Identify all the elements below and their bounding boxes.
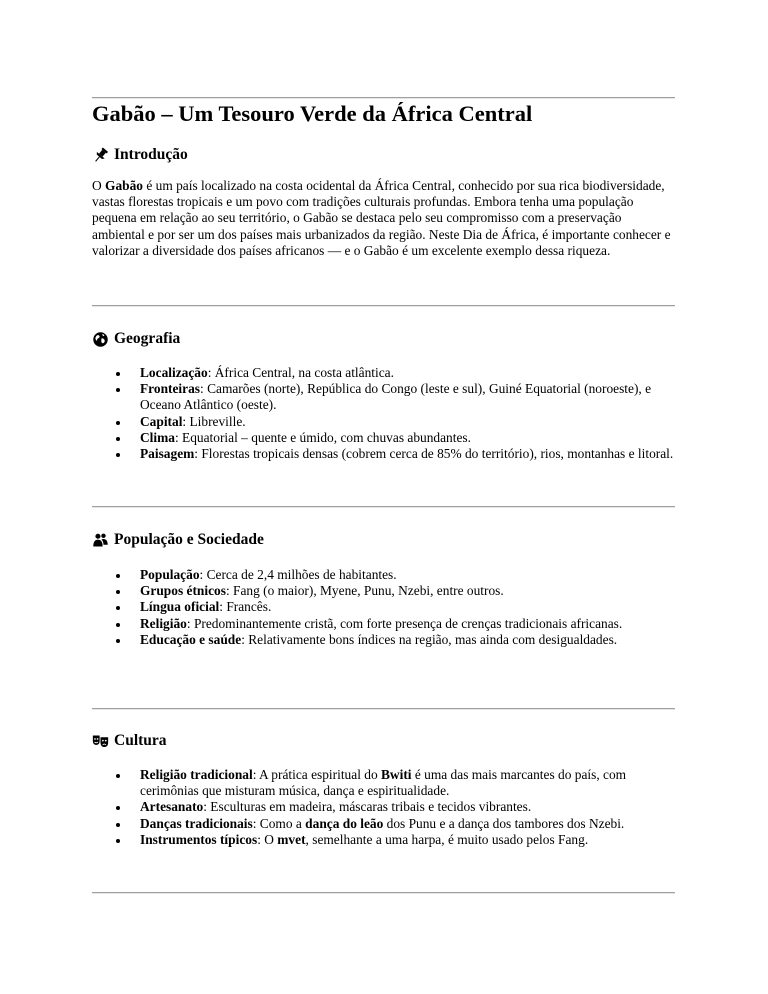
- divider-bottom: [92, 892, 675, 894]
- list-item: População: Cerca de 2,4 milhões de habitantes.: [92, 567, 675, 583]
- list-item: Instrumentos típicos: O mvet, semelhante a uma harpa, é muito usado pelos Fang.: [92, 832, 675, 848]
- list-item: Paisagem: Florestas tropicais densas (cobrem cerca de 85% do território), rios, montanhas e litoral.: [92, 446, 675, 462]
- section-heading-label: Geografia: [114, 330, 181, 347]
- section-heading-cultura: [92, 732, 167, 750]
- list-item: Localização: África Central, na costa atlântica.: [92, 365, 675, 381]
- geografia-list: [92, 365, 675, 462]
- list-item: Capital: Libreville.: [92, 414, 675, 430]
- section-heading-geografia: [92, 330, 180, 348]
- divider: [92, 506, 675, 508]
- globe-icon: [92, 331, 109, 348]
- intro-bold-gabao: Gabão: [105, 178, 143, 193]
- list-item: Artesanato: Esculturas em madeira, máscaras tribais e tecidos vibrantes.: [92, 799, 675, 815]
- list-item: Religião: Predominantemente cristã, com forte presença de crenças tradicionais africanas.: [92, 616, 675, 632]
- list-item: Educação e saúde: Relativamente bons índices na região, mas ainda com desigualdades.: [92, 632, 675, 648]
- list-item: Língua oficial: Francês.: [92, 599, 675, 615]
- divider: [92, 708, 675, 710]
- theater-masks-icon: [92, 733, 109, 750]
- people-icon: [92, 532, 109, 549]
- divider-top: [92, 97, 675, 99]
- pushpin-icon: [92, 147, 109, 164]
- section-heading-label: População e Sociedade: [114, 531, 264, 548]
- section-heading-label: Introdução: [114, 146, 188, 163]
- list-item: Religião tradicional: A prática espiritual do Bwiti é uma das mais marcantes do país, com cerimônias que misturam música, dança e espiritualidade.: [92, 767, 675, 799]
- list-item: Grupos étnicos: Fang (o maior), Myene, Punu, Nzebi, entre outros.: [92, 583, 675, 599]
- list-item: Danças tradicionais: Como a dança do leão dos Punu e a dança dos tambores dos Nzebi.: [92, 816, 675, 832]
- intro-paragraph: O Gabão é um país localizado na costa ocidental da África Central, conhecido por sua rica biodiversidade, vastas florestas tropicais e um povo com tradições culturais profundas. Embora tenha uma população pequena em relação ao seu território, o Gabão se destaca pelo seu compromisso com a preservação ambiental e por ser um dos países mais urbanizados da região. Neste Dia de África, é importante conhecer e valorizar a diversidade dos países africanos — e o Gabão é um excelente exemplo dessa riqueza.: [92, 178, 671, 258]
- list-item: Fronteiras: Camarões (norte), República do Congo (leste e sul), Guiné Equatorial (noroeste), e Oceano Atlântico (oeste).: [92, 381, 675, 413]
- section-heading-introducao: [92, 146, 188, 164]
- section-heading-label: Cultura: [114, 732, 167, 749]
- list-item: Clima: Equatorial – quente e úmido, com chuvas abundantes.: [92, 430, 675, 446]
- populacao-list: [92, 567, 675, 648]
- page-title: Gabão – Um Tesouro Verde da África Central: [92, 101, 533, 126]
- divider: [92, 305, 675, 307]
- cultura-list: [92, 767, 675, 848]
- section-heading-populacao: [92, 531, 264, 549]
